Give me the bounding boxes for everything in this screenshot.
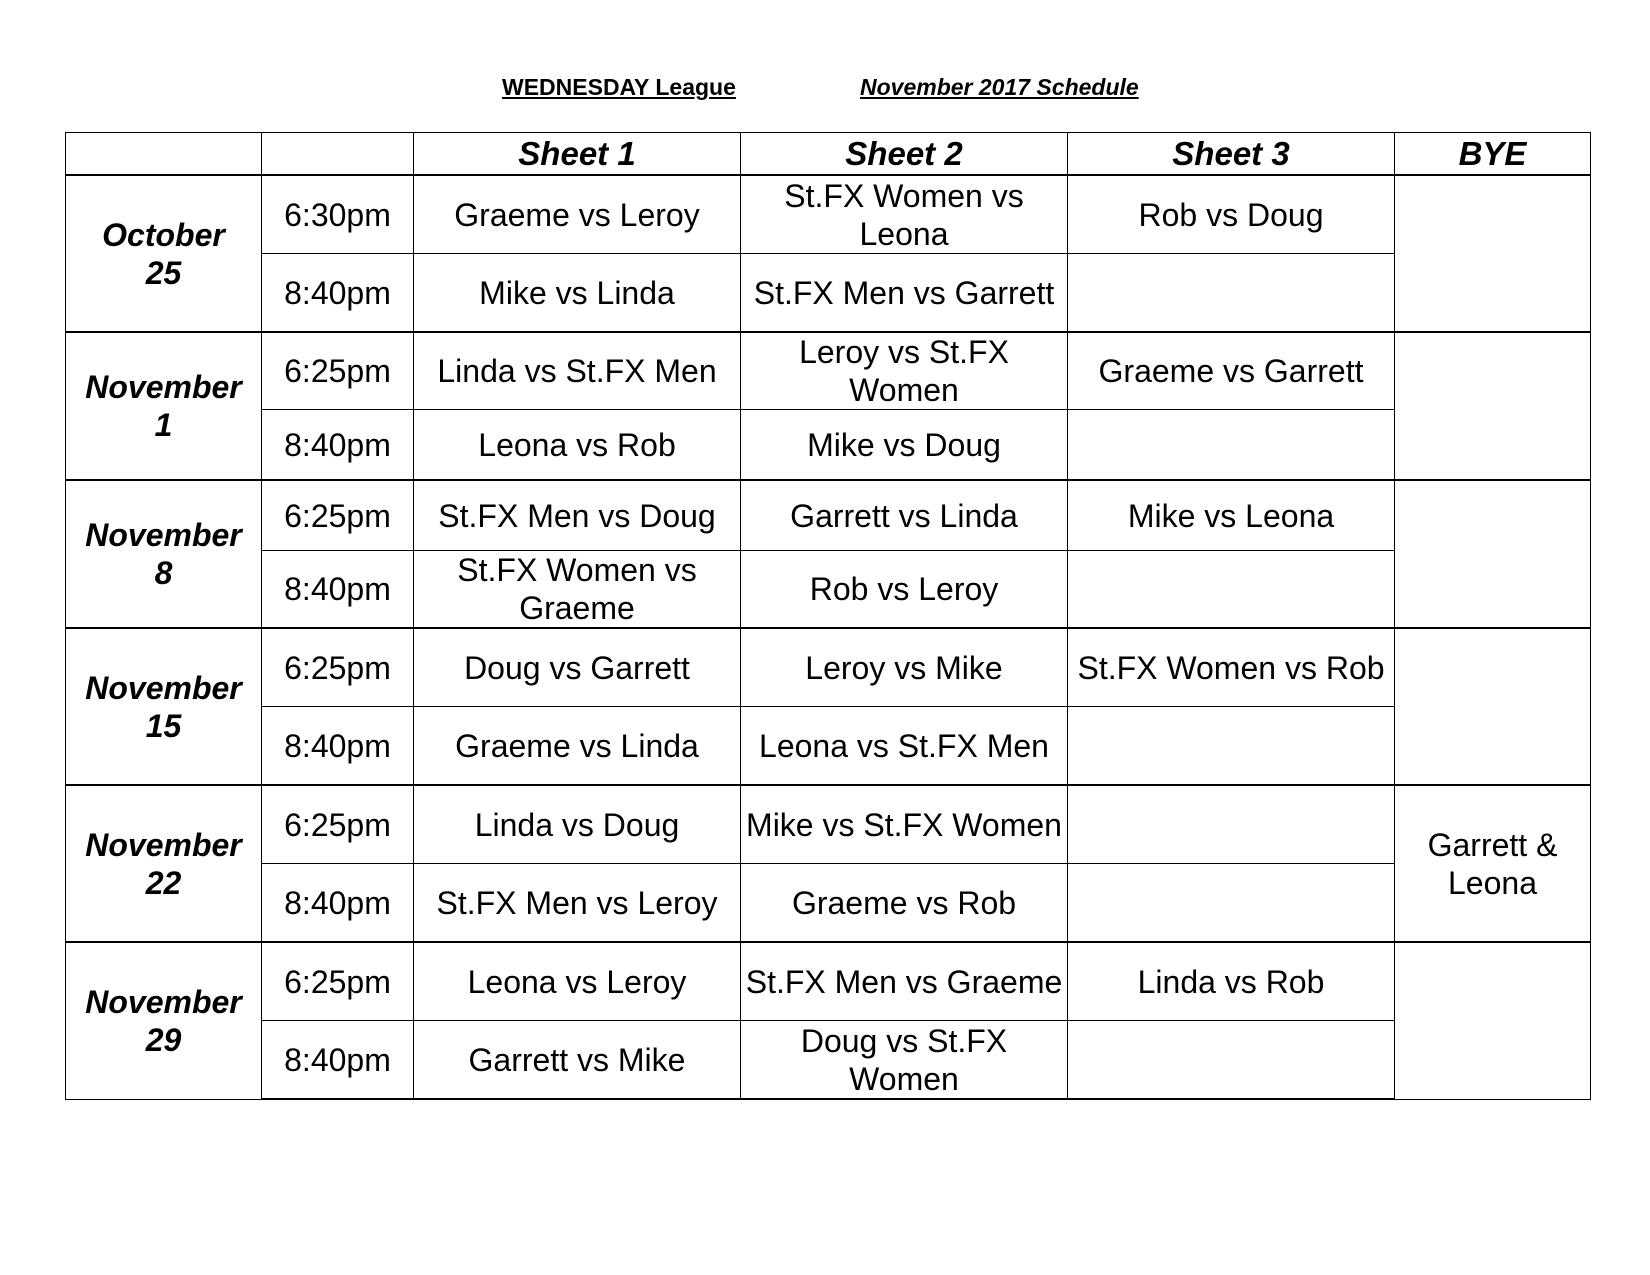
week-date-month: November: [85, 517, 242, 553]
sheet-2-match: Doug vs St.FX Women: [741, 1021, 1068, 1100]
week-date-month: November: [85, 669, 242, 706]
game-time: 6:30pm: [262, 175, 414, 254]
document-title: [0, 74, 1650, 104]
bye-teams: [1395, 175, 1591, 332]
sheet-1-match: St.FX Men vs Doug: [414, 480, 741, 551]
header-bye: BYE: [1395, 133, 1591, 176]
table-row: [66, 1021, 1591, 1100]
sheet-1-match: Graeme vs Linda: [414, 707, 741, 786]
sheet-2-match: Garrett vs Linda: [741, 480, 1068, 551]
table-row: [66, 551, 1591, 629]
table-row: [66, 785, 1591, 864]
schedule-table: [65, 132, 1591, 1100]
week-date-month: October: [102, 216, 225, 253]
table-row: [66, 707, 1591, 786]
sheet-3-match: Mike vs Leona: [1068, 480, 1395, 551]
bye-teams: [1395, 332, 1591, 480]
header-sheet-1: Sheet 1: [414, 133, 741, 176]
header-time: [262, 133, 414, 176]
week-date-day: 25: [145, 254, 182, 291]
sheet-1-match: St.FX Men vs Leroy: [414, 864, 741, 943]
schedule-body: [66, 175, 1591, 1099]
week-date: [66, 628, 262, 785]
game-time: 8:40pm: [262, 551, 414, 629]
bye-teams: [1395, 628, 1591, 785]
week-date-day: 22: [145, 864, 182, 901]
week-date-month: November: [85, 369, 242, 405]
week-date: [66, 175, 262, 332]
sheet-3-match: [1068, 707, 1395, 786]
game-time: 8:40pm: [262, 864, 414, 943]
sheet-3-match: [1068, 864, 1395, 943]
sheet-1-match: Mike vs Linda: [414, 254, 741, 333]
week-date-month: November: [85, 983, 242, 1020]
game-time: 6:25pm: [262, 332, 414, 410]
week-date-day: 29: [145, 1021, 182, 1058]
sheet-1-match: St.FX Women vs Graeme: [414, 551, 741, 629]
sheet-3-match: St.FX Women vs Rob: [1068, 628, 1395, 707]
week-date-month: November: [85, 826, 242, 863]
game-time: 8:40pm: [262, 254, 414, 333]
sheet-3-match: [1068, 254, 1395, 333]
week-date-day: 15: [145, 707, 182, 744]
table-row: [66, 254, 1591, 333]
week-date-day: 1: [154, 407, 173, 443]
game-time: 6:25pm: [262, 480, 414, 551]
sheet-3-match: Linda vs Rob: [1068, 942, 1395, 1021]
sheet-2-match: Mike vs St.FX Women: [741, 785, 1068, 864]
sheet-2-match: St.FX Women vs Leona: [741, 175, 1068, 254]
table-row: [66, 480, 1591, 551]
sheet-1-match: Graeme vs Leroy: [414, 175, 741, 254]
sheet-2-match: Leona vs St.FX Men: [741, 707, 1068, 786]
table-row: [66, 410, 1591, 481]
league-title: WEDNESDAY League: [502, 74, 736, 100]
sheet-2-match: Mike vs Doug: [741, 410, 1068, 481]
sheet-1-match: Linda vs St.FX Men: [414, 332, 741, 410]
table-row: [66, 175, 1591, 254]
game-time: 8:40pm: [262, 707, 414, 786]
sheet-2-match: St.FX Men vs Graeme: [741, 942, 1068, 1021]
sheet-3-match: [1068, 785, 1395, 864]
game-time: 6:25pm: [262, 628, 414, 707]
sheet-1-match: Leona vs Rob: [414, 410, 741, 481]
table-row: [66, 864, 1591, 943]
sheet-1-match: Doug vs Garrett: [414, 628, 741, 707]
sheet-3-match: [1068, 410, 1395, 481]
bye-teams: [1395, 480, 1591, 628]
schedule-title: November 2017 Schedule: [860, 74, 1139, 100]
sheet-2-match: Rob vs Leroy: [741, 551, 1068, 629]
week-date: [66, 332, 262, 480]
sheet-1-match: Linda vs Doug: [414, 785, 741, 864]
table-row: [66, 332, 1591, 410]
sheet-3-match: [1068, 1021, 1395, 1100]
week-date: [66, 785, 262, 942]
sheet-2-match: Leroy vs St.FX Women: [741, 332, 1068, 410]
bye-teams: [1395, 942, 1591, 1099]
game-time: 8:40pm: [262, 410, 414, 481]
week-date-day: 8: [154, 555, 173, 591]
sheet-3-match: [1068, 551, 1395, 629]
sheet-1-match: Garrett vs Mike: [414, 1021, 741, 1100]
table-row: [66, 942, 1591, 1021]
table-row: [66, 628, 1591, 707]
week-date: [66, 480, 262, 628]
header-sheet-3: Sheet 3: [1068, 133, 1395, 176]
week-date: [66, 942, 262, 1099]
sheet-2-match: Graeme vs Rob: [741, 864, 1068, 943]
game-time: 6:25pm: [262, 785, 414, 864]
sheet-3-match: Rob vs Doug: [1068, 175, 1395, 254]
sheet-3-match: Graeme vs Garrett: [1068, 332, 1395, 410]
sheet-2-match: Leroy vs Mike: [741, 628, 1068, 707]
game-time: 8:40pm: [262, 1021, 414, 1100]
sheet-1-match: Leona vs Leroy: [414, 942, 741, 1021]
game-time: 6:25pm: [262, 942, 414, 1021]
header-date: [66, 133, 262, 176]
header-row: [66, 133, 1591, 176]
bye-teams: Garrett & Leona: [1395, 785, 1591, 942]
header-sheet-2: Sheet 2: [741, 133, 1068, 176]
sheet-2-match: St.FX Men vs Garrett: [741, 254, 1068, 333]
